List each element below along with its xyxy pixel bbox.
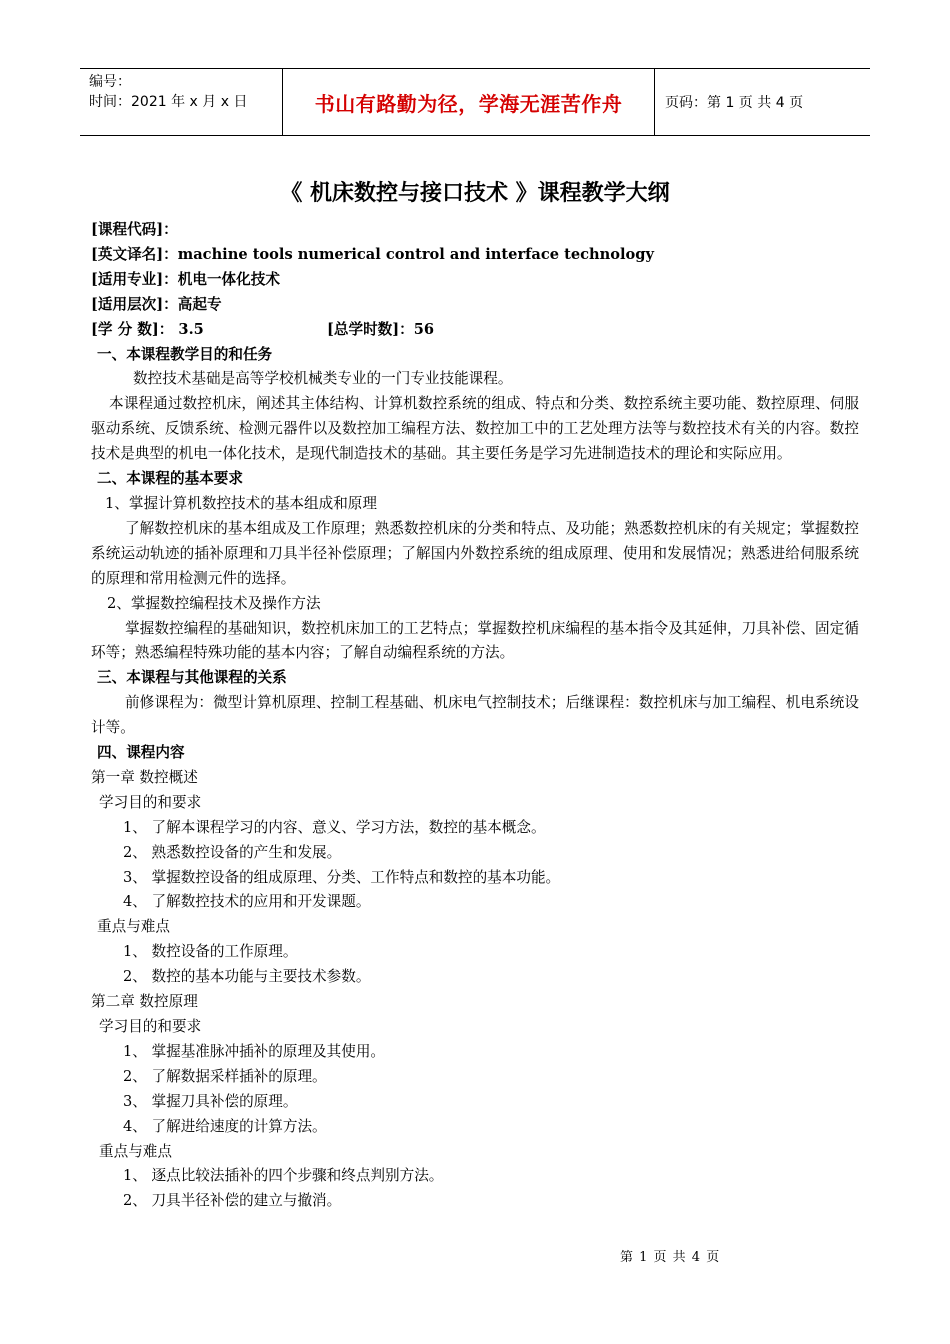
chapter1-key-2: 2、 数控的基本功能与主要技术参数。 [123,968,371,986]
date-label: 时间：2021 年 x 月 x 日 [89,94,248,110]
section1-p2: 本课程通过数控机床，阐述其主体结构、计算机数控系统的组成、特点和分类、数控系统主要功能、数控原理、伺服驱动系统、反馈系统、检测元器件以及数控加工编程方法、数控加工中的工艺处理方法等与数控技术有关的内容。数控技术是典型的机电一体化技术，是现代制造技术的基础。其主要任务是学习先进制造技术的理论和实际应用。 [91,395,859,463]
section2-p1: 了解数控机床的基本组成及工作原理；熟悉数控机床的分类和特点、及功能；熟悉数控机床的有关规定；掌握数控系统运动轨迹的插补原理和刀具半径补偿原理；了解国内外数控系统的组成原理、使用和发展情况；熟悉进给伺服系统的原理和常用检测元件的选择。 [91,519,859,587]
section2-item1: 1、掌握计算机数控技术的基本组成和原理 [105,494,377,512]
header-page-info: 页码：第 1 页 共 4 页 [665,95,804,111]
chapter1-goal-4: 4、 了解数控技术的应用和开发课题。 [123,893,371,911]
document-title: 《 机床数控与接口技术 》课程教学大纲 [280,181,670,206]
chapter2-key-2: 2、 刀具半径补偿的建立与撤消。 [123,1192,342,1210]
chapter1-goal-3: 3、 掌握数控设备的组成原理、分类、工作特点和数控的基本功能。 [123,868,561,886]
meta-credits: [学 分 数]： 3.5 [91,320,204,338]
document-body [91,218,859,1214]
meta-level: [适用层次]：高起专 [91,295,222,313]
chapter2-key-1: 1、 逐点比较法插补的四个步骤和终点判别方法。 [123,1167,444,1185]
section3-heading: 三、本课程与其他课程的关系 [97,669,287,687]
chapter1-goal-1: 1、 了解本课程学习的内容、意义、学习方法，数控的基本概念。 [123,818,546,836]
chapter2-goals-label: 学习目的和要求 [99,1018,202,1035]
chapter2-goal-3: 3、 掌握刀具补偿的原理。 [123,1092,298,1110]
section1-heading: 一、本课程教学目的和任务 [97,345,273,363]
page-footer: 第 1 页 共 4 页 [620,1250,721,1265]
meta-hours: [总学时数]：56 [327,320,435,338]
section1-p1: 数控技术基础是高等学校机械类专业的一门专业技能课程。 [133,370,513,388]
meta-english-name: [英文译名]：machine tools numerical control and interface technology [91,245,654,263]
chapter1-goal-2: 2、 熟悉数控设备的产生和发展。 [123,843,342,861]
chapter1-goals-label: 学习目的和要求 [99,793,202,811]
section2-heading: 二、本课程的基本要求 [97,470,243,488]
number-label: 编号： [89,74,131,90]
meta-major: [适用专业]：机电一体化技术 [91,270,280,288]
section3-p1: 前修课程为：微型计算机原理、控制工程基础、机床电气控制技术；后继课程：数控机床与加工编程、机电系统设计等。 [91,694,859,737]
chapter1-title: 第一章 数控概述 [91,768,198,786]
chapter1-key-1: 1、 数控设备的工作原理。 [123,943,298,961]
chapter2-title: 第二章 数控原理 [91,993,198,1011]
chapter2-goal-2: 2、 了解数据采样插补的原理。 [123,1067,327,1085]
meta-code: [课程代码]： [91,221,178,238]
header-left-cell [80,69,282,135]
chapter1-keys-label: 重点与难点 [97,918,170,936]
header-motto: 书山有路勤为径，学海无涯苦作舟 [282,69,655,135]
chapter2-keys-label: 重点与难点 [99,1142,172,1160]
chapter2-goal-4: 4、 了解进给速度的计算方法。 [123,1117,327,1135]
section2-p2: 掌握数控编程的基础知识，数控机床加工的工艺特点；掌握数控机床编程的基本指令及其延伸，刀具补偿、固定循环等；熟悉编程特殊功能的基本内容；了解自动编程系统的方法。 [91,619,859,662]
meta-credits-row [91,318,859,343]
section2-item2: 2、掌握数控编程技术及操作方法 [107,594,321,612]
chapter2-goal-1: 1、 掌握基准脉冲插补的原理及其使用。 [123,1042,386,1060]
section4-heading: 四、课程内容 [97,744,185,762]
header-table [80,68,870,136]
